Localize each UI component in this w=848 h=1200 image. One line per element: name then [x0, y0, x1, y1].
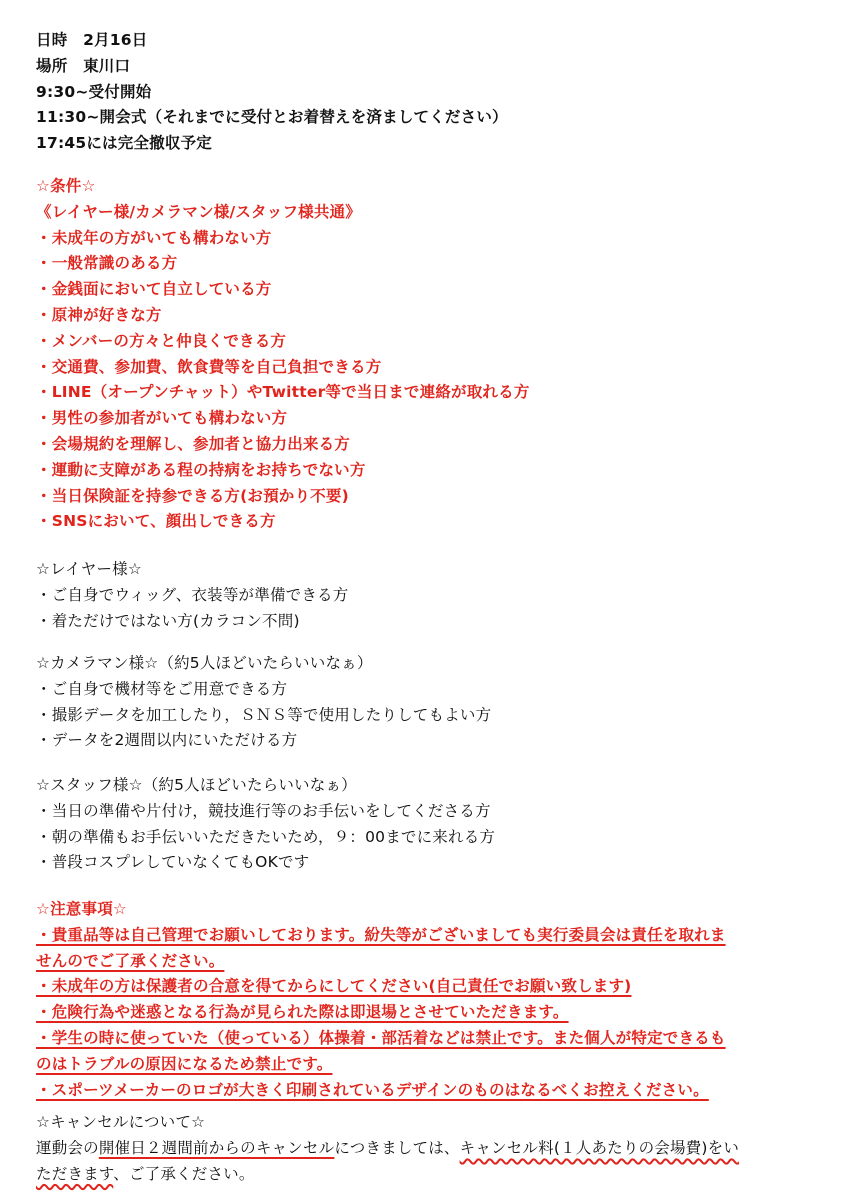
notes-line: のはトラブルの原因になるため禁止です。 — [36, 1054, 333, 1073]
cameraman-item: ・ご自身で機材等をご用意できる方 — [36, 679, 288, 698]
notes-line: ・スポーツメーカーのロゴが大きく印刷されているデザインのものはなるべくお控えください。 — [36, 1080, 709, 1099]
condition-item: ・メンバーの方々と仲良くできる方 — [36, 331, 287, 350]
condition-item: ・SNSにおいて、顔出しできる方 — [36, 512, 276, 531]
condition-item: ・男性の参加者がいても構わない方 — [36, 409, 288, 428]
condition-item: ・LINE（オープンチャット）やTwitter等で当日まで連絡が取れる方 — [36, 383, 530, 402]
cancel-text: 、ご了承ください。 — [113, 1164, 255, 1183]
notes-line: ・未成年の方は保護者の合意を得てからにしてください(自己責任でお願い致します) — [36, 977, 632, 996]
condition-item: ・未成年の方がいても構わない方 — [36, 228, 272, 247]
cameramen-title: ☆カメラマン様☆（約5人ほどいたらいいなぁ） — [36, 654, 373, 672]
notes-line: ・貴重品等は自己管理でお願いしております。紛失等がございましても実行委員会は責任を取れま — [36, 925, 726, 944]
condition-item: ・当日保険証を持参できる方(お預かり不要) — [36, 486, 349, 505]
condition-item: ・原神が好きな方 — [36, 305, 162, 324]
cameraman-item: ・データを2週間以内にいただける方 — [36, 731, 298, 750]
condition-item: ・金銭面において自立している方 — [36, 280, 272, 299]
conditions-section — [36, 174, 530, 535]
layer-item: ・着ただけではない方(カラコン不問) — [36, 611, 300, 630]
cancel-line-2 — [36, 1162, 739, 1188]
notes-line: ・危険行為や迷惑となる行為が見られた際は即退場とさせていただきます。 — [36, 1003, 569, 1022]
layer-item: ・ご自身でウィッグ、衣装等が準備できる方 — [36, 585, 349, 604]
staff-title: ☆スタッフ様☆（約5人ほどいたらいいなぁ） — [36, 776, 357, 794]
reception-line: 9:30~受付開始 — [36, 82, 152, 101]
cancel-title: ☆キャンセルについて☆ — [36, 1113, 206, 1131]
conditions-subtitle: 《レイヤー様/カメラマン様/スタッフ様共通》 — [36, 202, 361, 221]
layers-section — [36, 557, 348, 634]
notes-section — [36, 897, 726, 1103]
notes-title: ☆注意事項☆ — [36, 900, 127, 918]
cancel-text: 運動会の — [36, 1138, 99, 1157]
cancel-section — [36, 1110, 739, 1187]
condition-item: ・交通費、参加費、飲食費等を自己負担できる方 — [36, 357, 382, 376]
notes-line: せんのでご了承ください。 — [36, 951, 225, 970]
staff-item: ・朝の準備もお手伝いいただきたいため，９：00までに来れる方 — [36, 827, 496, 846]
condition-item: ・一般常識のある方 — [36, 254, 178, 273]
cancel-fee-text-cont: ただきます — [36, 1164, 114, 1183]
event-info — [36, 28, 508, 157]
place-line: 場所 東川口 — [36, 56, 131, 75]
cancel-fee-text: キャンセル料(１人あたりの会場費)をい — [459, 1138, 740, 1157]
staff-item: ・普段コスプレしていなくてもOKです — [36, 853, 310, 872]
cancel-line-1 — [36, 1136, 739, 1162]
staff-item: ・当日の準備や片付け，競技進行等のお手伝いをしてくださる方 — [36, 801, 491, 820]
withdraw-line: 17:45には完全撤収予定 — [36, 134, 212, 153]
notes-line: ・学生の時に使っていた（使っている）体操着・部活着などは禁止です。また個人が特定できるも — [36, 1028, 726, 1047]
opening-line: 11:30~開会式（それまでに受付とお着替えを済ましてください） — [36, 108, 508, 127]
condition-item: ・会場規約を理解し、参加者と協力出来る方 — [36, 434, 351, 453]
condition-item: ・運動に支障がある程の持病をお持ちでない方 — [36, 460, 366, 479]
cameraman-item: ・撮影データを加工したり，ＳＮＳ等で使用したりしてもよい方 — [36, 705, 492, 724]
staff-section — [36, 773, 495, 876]
cancel-period-text: 開催日２週間前からのキャンセル — [98, 1138, 335, 1157]
conditions-title: ☆条件☆ — [36, 177, 96, 195]
layers-title: ☆レイヤー様☆ — [36, 560, 142, 578]
cameramen-section — [36, 651, 491, 754]
cancel-text: につきましては、 — [334, 1138, 460, 1157]
date-line: 日時 2月16日 — [36, 31, 148, 49]
